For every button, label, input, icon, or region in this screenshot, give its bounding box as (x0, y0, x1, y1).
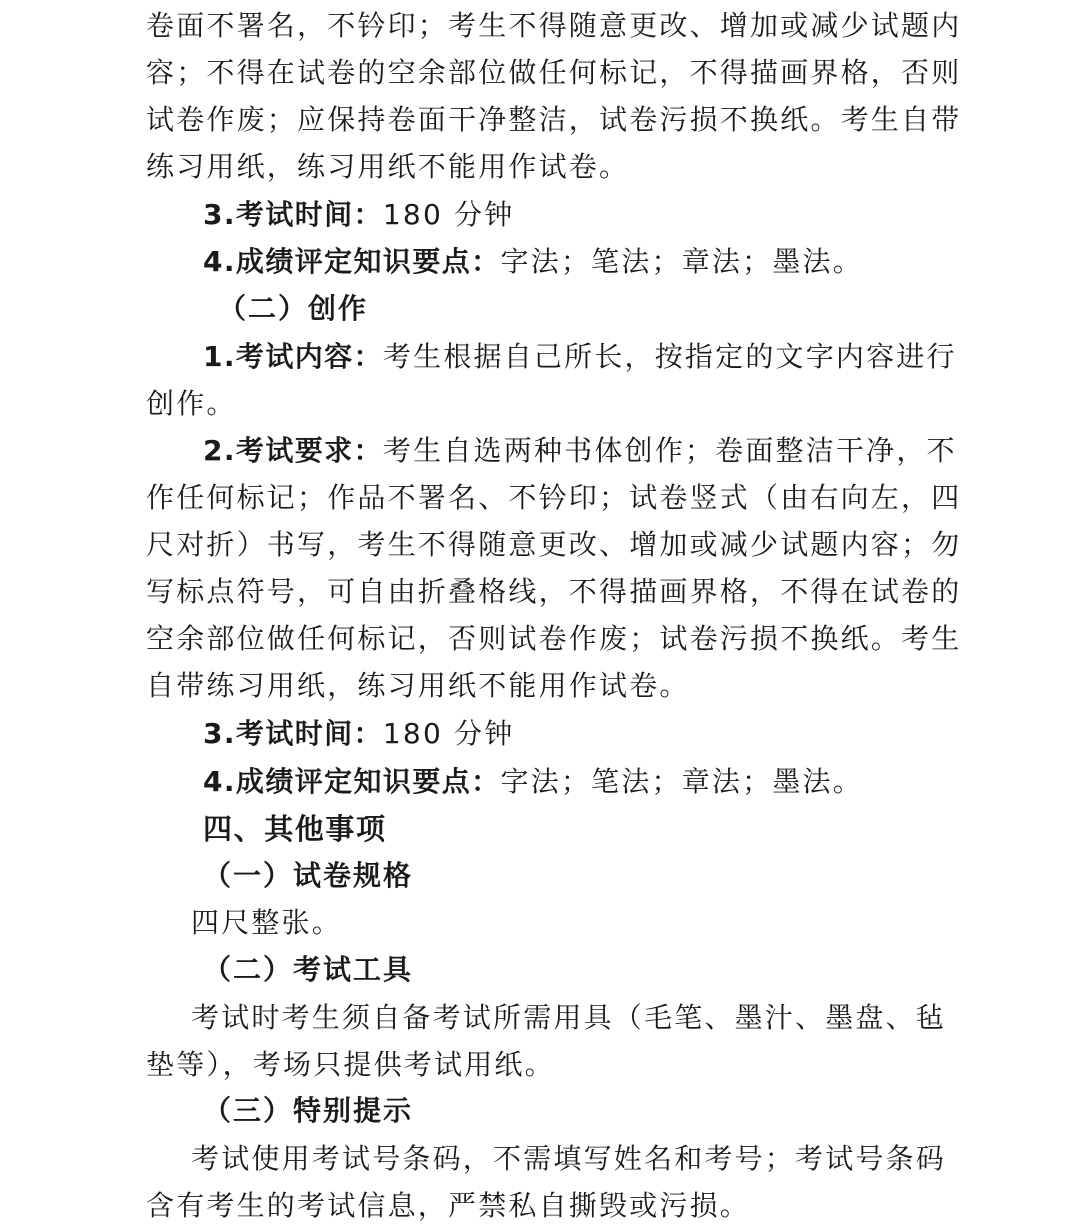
exam-tools-text: 考试时考生须自备考试所需用具（毛笔、墨汁、墨盘、毡 (191, 1001, 947, 1034)
creation-exam-time-value: 180 分钟 (382, 717, 515, 750)
exam-time-value: 180 分钟 (382, 198, 515, 231)
creation-requirements-text: 考生自选两种书体创作；卷面整洁干净，不 (382, 434, 957, 467)
section-four-heading: 四、其他事项 (203, 812, 387, 846)
creation-exam-time-line (203, 714, 993, 754)
paragraph-line: 空余部位做任何标记，否则试卷作废；试卷污损不换纸。考生 (146, 622, 962, 655)
paragraph-line: 垫等），考场只提供考试用纸。 (146, 1048, 555, 1081)
paragraph-line: 写标点符号，可自由折叠格线，不得描画界格，不得在试卷的 (146, 575, 962, 608)
exam-time-line (203, 195, 993, 235)
exam-time-label: 3.考试时间： (203, 198, 383, 231)
creation-grading-points-label: 4.成绩评定知识要点： (203, 765, 501, 798)
special-notice-heading: （三）特别提示 (203, 1094, 414, 1127)
creation-content-label: 1.考试内容： (203, 340, 383, 373)
creation-exam-time-label: 3.考试时间： (203, 717, 383, 750)
creation-heading: （二）创作 (218, 292, 369, 325)
paragraph-line: 含有考生的考试信息，严禁私自撕毁或污损。 (146, 1189, 751, 1222)
creation-grading-points-value: 字法；笔法；章法；墨法。 (500, 765, 863, 798)
creation-requirements-line (203, 431, 993, 471)
exam-tools-heading: （二）考试工具 (203, 953, 414, 986)
paper-spec-text: 四尺整张。 (191, 906, 343, 939)
creation-grading-points-line (203, 762, 993, 802)
grading-points-value: 字法；笔法；章法；墨法。 (500, 245, 863, 278)
paragraph-line: 练习用纸，练习用纸不能用作试卷。 (146, 150, 630, 183)
creation-content-line (203, 337, 993, 377)
creation-requirements-label: 2.考试要求： (203, 434, 383, 467)
paragraph-line: 自带练习用纸，练习用纸不能用作试卷。 (146, 669, 690, 702)
grading-points-label: 4.成绩评定知识要点： (203, 245, 501, 278)
creation-content-text: 考生根据自己所长，按指定的文字内容进行 (382, 340, 957, 373)
paragraph-line: 容；不得在试卷的空余部位做任何标记，不得描画界格，否则 (146, 56, 962, 89)
grading-points-line (203, 242, 993, 282)
paragraph-line: 卷面不署名，不钤印；考生不得随意更改、增加或减少试题内 (146, 9, 962, 42)
special-notice-text: 考试使用考试号条码，不需填写姓名和考号；考试号条码 (191, 1142, 947, 1175)
paragraph-line: 作任何标记；作品不署名、不钤印；试卷竖式（由右向左，四 (146, 481, 962, 514)
paper-spec-heading: （一）试卷规格 (203, 859, 414, 892)
paragraph-line: 尺对折）书写，考生不得随意更改、增加或减少试题内容；勿 (146, 528, 962, 561)
paragraph-line: 创作。 (146, 387, 237, 420)
paragraph-line: 试卷作废；应保持卷面干净整洁，试卷污损不换纸。考生自带 (146, 103, 962, 136)
